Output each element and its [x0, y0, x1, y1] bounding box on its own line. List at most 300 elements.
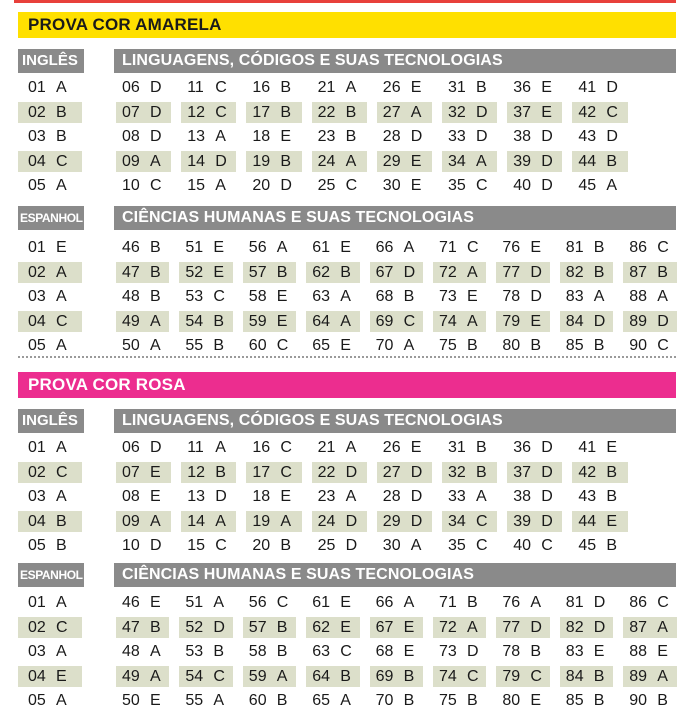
answer-item	[502, 591, 541, 615]
answer-letter: B	[276, 643, 288, 660]
answer-item	[578, 174, 617, 198]
answer-item	[122, 461, 161, 485]
question-number: 62	[312, 618, 330, 636]
answer-item	[629, 261, 668, 285]
lang-label-ingles: INGLÊS	[18, 409, 84, 433]
answer-letter: D	[215, 488, 227, 505]
answer-item	[629, 616, 668, 640]
answer-letter: A	[215, 177, 226, 194]
answer-letter: B	[606, 463, 618, 481]
answer-item	[249, 640, 288, 664]
answer-letter: B	[280, 152, 292, 170]
answer-letter: E	[150, 692, 161, 709]
answer-letter: E	[56, 667, 67, 685]
answer-letter: E	[150, 594, 161, 611]
answer-item	[383, 125, 423, 149]
answer-item	[28, 689, 67, 713]
answer-letter: A	[606, 177, 618, 194]
question-number: 44	[578, 152, 597, 170]
question-number: 54	[185, 312, 204, 330]
answer-item	[376, 616, 415, 640]
question-number: 48	[122, 288, 140, 305]
question-number: 02	[28, 103, 46, 121]
answer-letter: B	[215, 463, 226, 481]
answer-letter: D	[541, 439, 553, 456]
answer-letter: E	[606, 439, 618, 456]
answer-letter: C	[276, 594, 289, 611]
answer-item	[629, 640, 668, 664]
answer-item	[318, 534, 358, 558]
answer-item	[448, 436, 487, 460]
question-number: 61	[312, 239, 330, 256]
question-number: 37	[513, 103, 531, 121]
area-title-linguagens: LINGUAGENS, CÓDIGOS E SUAS TECNOLOGIAS	[114, 409, 676, 433]
question-number: 16	[252, 439, 271, 456]
answer-item	[187, 76, 227, 100]
question-number: 69	[375, 667, 394, 685]
answer-letter: B	[56, 512, 67, 530]
question-number: 23	[317, 128, 336, 145]
answer-letter: B	[593, 692, 605, 709]
answer-item	[249, 334, 289, 358]
answer-letter: A	[150, 643, 161, 660]
answer-letter: D	[403, 263, 416, 281]
answer-letter: B	[467, 337, 478, 354]
answer-letter: E	[410, 79, 422, 96]
answer-letter: A	[657, 667, 668, 685]
answer-letter: A	[657, 618, 668, 636]
answer-item	[252, 125, 291, 149]
question-number: 45	[578, 537, 597, 554]
answer-letter: A	[467, 312, 478, 330]
answer-item	[502, 334, 541, 358]
question-number: 66	[375, 594, 394, 611]
question-number: 82	[565, 618, 584, 636]
answer-item	[513, 125, 553, 149]
answer-letter: C	[56, 463, 68, 481]
question-number: 62	[312, 263, 330, 281]
answer-item	[383, 150, 422, 174]
question-number: 71	[439, 239, 457, 256]
question-number: 12	[187, 463, 205, 481]
answer-item	[122, 334, 161, 358]
answer-item	[448, 485, 487, 509]
answer-letter: A	[467, 263, 478, 281]
question-number: 56	[248, 594, 267, 611]
answer-letter: A	[56, 594, 67, 611]
answer-letter: E	[541, 103, 552, 121]
answer-letter: D	[213, 618, 225, 636]
question-number: 15	[187, 177, 205, 194]
answer-letter: E	[56, 239, 67, 256]
answer-letter: C	[657, 594, 669, 611]
answer-item	[566, 285, 605, 309]
question-number: 33	[448, 128, 466, 145]
answer-letter: A	[476, 152, 487, 170]
answer-letter: D	[530, 263, 542, 281]
answer-item	[448, 174, 488, 198]
question-number: 10	[122, 537, 140, 554]
question-number: 64	[312, 312, 330, 330]
question-number: 49	[122, 667, 140, 685]
answer-item	[312, 236, 351, 260]
answer-letter: C	[215, 103, 227, 121]
question-number: 09	[122, 152, 140, 170]
answer-letter: A	[56, 337, 67, 354]
answer-item	[28, 76, 67, 100]
answer-item	[513, 101, 552, 125]
answer-letter: D	[606, 79, 618, 96]
question-number: 73	[439, 643, 457, 660]
question-number: 85	[565, 692, 584, 709]
answer-letter: B	[340, 263, 351, 281]
answer-item	[383, 76, 422, 100]
answer-item	[252, 150, 291, 174]
question-number: 76	[502, 594, 521, 611]
answer-letter: B	[403, 288, 415, 305]
answer-letter: A	[56, 439, 67, 456]
answer-letter: A	[593, 288, 605, 305]
answer-item	[448, 76, 487, 100]
question-number: 28	[382, 488, 401, 505]
answer-item	[578, 76, 618, 100]
question-number: 26	[382, 79, 401, 96]
answer-item	[28, 125, 67, 149]
answer-item	[566, 334, 605, 358]
answer-item	[185, 285, 225, 309]
answer-letter: C	[150, 177, 162, 194]
answer-item	[122, 310, 161, 334]
answer-letter: B	[345, 128, 357, 145]
answer-item	[318, 485, 357, 509]
question-number: 53	[185, 643, 204, 660]
question-number: 64	[312, 667, 330, 685]
question-number: 30	[382, 177, 401, 194]
answer-letter: C	[213, 667, 225, 685]
answer-item	[502, 236, 541, 260]
question-number: 29	[382, 152, 401, 170]
question-number: 31	[448, 79, 466, 96]
answer-letter: C	[213, 288, 225, 305]
question-number: 44	[578, 512, 597, 530]
answer-item	[439, 640, 479, 664]
answer-letter: D	[345, 537, 358, 554]
question-number: 86	[629, 594, 647, 611]
answer-item	[28, 510, 67, 534]
question-number: 52	[185, 263, 204, 281]
question-number: 28	[382, 128, 401, 145]
question-number: 17	[252, 463, 271, 481]
question-number: 40	[513, 537, 531, 554]
answer-letter: B	[593, 337, 605, 354]
answer-item	[318, 436, 357, 460]
answer-item	[376, 665, 415, 689]
answer-letter: A	[280, 512, 292, 530]
question-number: 89	[629, 667, 647, 685]
answer-item	[566, 665, 605, 689]
question-number: 86	[629, 239, 647, 256]
answer-item	[28, 101, 67, 125]
answer-item	[376, 261, 416, 285]
answer-letter: E	[410, 177, 422, 194]
question-number: 11	[187, 439, 204, 456]
question-number: 05	[28, 177, 46, 194]
answer-letter: D	[150, 439, 162, 456]
answer-letter: A	[345, 79, 357, 96]
answer-item	[513, 510, 553, 534]
answer-letter: E	[410, 152, 422, 170]
answer-item	[122, 616, 161, 640]
question-number: 81	[565, 239, 584, 256]
answer-item	[312, 591, 351, 615]
question-number: 06	[122, 439, 140, 456]
answer-item	[513, 76, 552, 100]
answer-item	[122, 76, 162, 100]
answer-item	[249, 285, 288, 309]
question-number: 50	[122, 692, 140, 709]
answer-item	[513, 174, 553, 198]
answer-letter: E	[403, 618, 415, 636]
question-number: 49	[122, 312, 140, 330]
question-number: 39	[513, 512, 531, 530]
answer-item	[439, 310, 478, 334]
answer-letter: A	[403, 239, 415, 256]
answer-letter: C	[276, 337, 289, 354]
answer-letter: A	[345, 439, 357, 456]
answer-letter: C	[657, 337, 669, 354]
answer-item	[28, 436, 67, 460]
answer-letter: B	[150, 288, 161, 305]
question-number: 14	[187, 512, 205, 530]
question-number: 01	[28, 79, 46, 96]
answer-letter: C	[280, 463, 292, 481]
answer-item	[312, 616, 351, 640]
answer-item	[187, 534, 227, 558]
answer-item	[578, 101, 618, 125]
answer-item	[28, 665, 67, 689]
question-number: 74	[439, 312, 457, 330]
answer-item	[318, 125, 357, 149]
answer-item	[122, 261, 161, 285]
question-number: 35	[448, 177, 466, 194]
area-title-linguagens: LINGUAGENS, CÓDIGOS E SUAS TECNOLOGIAS	[114, 49, 676, 73]
area-title-humanas: CIÊNCIAS HUMANAS E SUAS TECNOLOGIAS	[114, 206, 676, 230]
question-number: 58	[248, 288, 267, 305]
answer-item	[28, 485, 67, 509]
answer-letter: C	[280, 439, 292, 456]
answer-item	[578, 510, 617, 534]
question-number: 16	[252, 79, 271, 96]
answer-item	[383, 174, 422, 198]
answer-item	[502, 310, 541, 334]
answer-item	[249, 310, 288, 334]
answer-item	[122, 485, 161, 509]
answer-item	[28, 616, 68, 640]
answer-letter: D	[606, 128, 618, 145]
answer-letter: E	[276, 288, 288, 305]
answer-item	[187, 485, 227, 509]
question-number: 02	[28, 463, 46, 481]
answer-letter: A	[150, 667, 161, 685]
question-number: 83	[565, 288, 584, 305]
question-number: 05	[28, 537, 46, 554]
answer-letter: A	[410, 537, 422, 554]
answer-item	[122, 510, 161, 534]
answer-letter: B	[467, 692, 478, 709]
question-number: 70	[375, 337, 394, 354]
answer-item	[122, 591, 161, 615]
question-number: 10	[122, 177, 140, 194]
answer-letter: D	[541, 177, 553, 194]
question-number: 51	[185, 594, 204, 611]
answer-letter: C	[56, 152, 68, 170]
answer-item	[312, 285, 351, 309]
answer-item	[185, 640, 224, 664]
answer-item	[252, 485, 291, 509]
answer-item	[376, 591, 415, 615]
answer-letter: E	[340, 594, 351, 611]
answer-item	[376, 334, 415, 358]
answer-item	[376, 689, 415, 713]
answer-item	[383, 534, 422, 558]
answer-item	[448, 461, 487, 485]
answer-item	[448, 534, 488, 558]
answer-item	[122, 534, 162, 558]
question-number: 69	[375, 312, 394, 330]
answer-item	[312, 665, 351, 689]
answer-letter: B	[657, 692, 668, 709]
answer-letter: D	[345, 512, 358, 530]
question-number: 04	[28, 152, 46, 170]
question-number: 19	[252, 512, 271, 530]
answer-letter: D	[541, 463, 553, 481]
answer-item	[513, 461, 553, 485]
question-number: 84	[565, 667, 584, 685]
question-number: 84	[565, 312, 584, 330]
answer-letter: C	[476, 177, 488, 194]
answer-letter: C	[56, 618, 68, 636]
answer-letter: A	[476, 488, 487, 505]
answer-item	[187, 125, 226, 149]
answer-item	[383, 461, 423, 485]
answer-item	[566, 591, 606, 615]
question-number: 88	[629, 288, 647, 305]
answer-item	[629, 236, 669, 260]
answer-item	[28, 461, 68, 485]
question-number: 54	[185, 667, 204, 685]
answer-item	[376, 310, 416, 334]
answer-item	[376, 640, 415, 664]
question-number: 26	[382, 439, 401, 456]
answer-letter: E	[467, 288, 478, 305]
question-number: 68	[375, 288, 394, 305]
question-number: 55	[185, 337, 204, 354]
answer-letter: B	[150, 239, 161, 256]
answer-item	[383, 101, 422, 125]
answer-letter: D	[541, 512, 553, 530]
answer-item	[566, 616, 606, 640]
question-number: 21	[317, 79, 336, 96]
answer-letter: E	[530, 312, 542, 330]
answer-item	[249, 689, 288, 713]
answer-letter: E	[657, 643, 668, 660]
question-number: 35	[448, 537, 466, 554]
answer-letter: B	[606, 537, 618, 554]
question-number: 39	[513, 152, 531, 170]
question-number: 01	[28, 594, 46, 611]
answer-item	[566, 689, 605, 713]
answer-letter: D	[150, 103, 162, 121]
question-number: 42	[578, 463, 597, 481]
question-number: 80	[502, 337, 521, 354]
answer-letter: B	[213, 337, 225, 354]
answer-letter: D	[530, 618, 542, 636]
answer-item	[252, 174, 292, 198]
answer-letter: D	[280, 177, 292, 194]
question-number: 43	[578, 488, 597, 505]
answer-letter: A	[530, 594, 542, 611]
question-number: 55	[185, 692, 204, 709]
question-number: 22	[317, 463, 336, 481]
answer-letter: B	[56, 128, 67, 145]
answer-letter: B	[213, 643, 225, 660]
answer-letter: E	[340, 618, 351, 636]
question-number: 51	[185, 239, 204, 256]
question-number: 08	[122, 128, 140, 145]
answer-item	[448, 125, 488, 149]
answer-item	[312, 334, 351, 358]
question-number: 12	[187, 103, 205, 121]
answer-letter: A	[276, 239, 288, 256]
answer-letter: D	[476, 103, 488, 121]
question-number: 41	[578, 79, 597, 96]
answer-item	[383, 510, 423, 534]
answer-letter: A	[345, 152, 357, 170]
answer-item	[252, 76, 291, 100]
answer-letter: C	[467, 667, 479, 685]
question-number: 20	[252, 177, 271, 194]
answer-item	[187, 101, 227, 125]
answer-item	[566, 310, 606, 334]
question-number: 18	[252, 488, 271, 505]
question-number: 47	[122, 263, 140, 281]
answer-letter: A	[340, 312, 351, 330]
lang-label-espanhol: ESPANHOL	[18, 563, 84, 587]
question-number: 52	[185, 618, 204, 636]
answer-letter: D	[467, 643, 479, 660]
answer-letter: C	[215, 537, 227, 554]
answer-item	[185, 616, 225, 640]
lang-label-ingles: INGLÊS	[18, 49, 84, 73]
question-number: 74	[439, 667, 457, 685]
question-number: 45	[578, 177, 597, 194]
question-number: 80	[502, 692, 521, 709]
answer-item	[629, 285, 668, 309]
answer-letter: C	[541, 537, 553, 554]
answer-letter: A	[276, 667, 288, 685]
answer-item	[28, 591, 67, 615]
question-number: 89	[629, 312, 647, 330]
answer-letter: E	[340, 239, 351, 256]
answer-letter: A	[56, 643, 67, 660]
answer-letter: D	[657, 312, 669, 330]
question-number: 15	[187, 537, 205, 554]
answer-letter: D	[150, 128, 162, 145]
answer-letter: B	[403, 692, 415, 709]
question-number: 85	[565, 337, 584, 354]
answer-item	[122, 689, 161, 713]
answer-item	[185, 310, 224, 334]
